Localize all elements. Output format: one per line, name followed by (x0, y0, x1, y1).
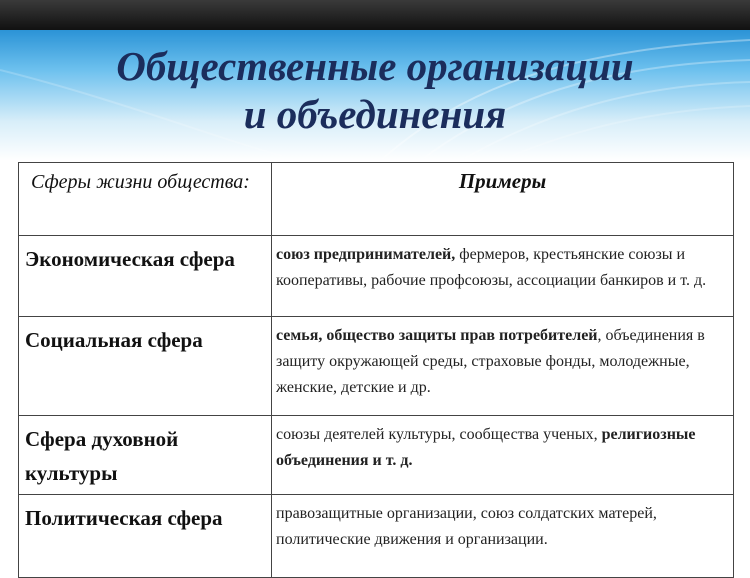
title-line-2: и объединения (243, 91, 507, 137)
examples-economic-rest: фермеров, крестьянские союзы и кооперативы, рабочие профсоюзы, ассоциации банкиров и т. д. (276, 246, 707, 289)
examples-political (272, 495, 734, 578)
examples-social-rest: , объединения в защиту окружающей среды, страховые фонды, молодежные, женские, детские и др. (276, 327, 705, 396)
table-row (19, 236, 734, 317)
examples-political-rest: правозащитные организации, союз солдатских матерей, политические движения и организации. (276, 505, 657, 548)
examples-economic (272, 236, 734, 317)
examples-culture-bold: религиозные объединения и т. д. (276, 426, 696, 469)
examples-social (272, 317, 734, 416)
slide-title (0, 42, 750, 138)
spheres-table-container (18, 162, 733, 578)
table-row (19, 495, 734, 578)
examples-culture (272, 416, 734, 495)
sphere-social: Социальная сфера (19, 317, 272, 416)
header-spheres: Сферы жизни общества: (19, 163, 272, 236)
table-row (19, 416, 734, 495)
examples-culture-pre: союзы деятелей культуры, сообщества ученых, (276, 426, 602, 443)
header-examples: Примеры (272, 163, 734, 236)
examples-social-bold: семья, общество защиты прав потребителей (276, 327, 598, 344)
title-line-1: Общественные организации (116, 43, 634, 89)
examples-economic-bold: союз предпринимателей, (276, 246, 456, 263)
sphere-economic: Экономическая сфера (19, 236, 272, 317)
top-dark-bar (0, 0, 750, 30)
table-header-row (19, 163, 734, 236)
spheres-table (18, 162, 734, 578)
sphere-political: Политическая сфера (19, 495, 272, 578)
table-row (19, 317, 734, 416)
sphere-culture: Сфера духовной культуры (19, 416, 272, 495)
